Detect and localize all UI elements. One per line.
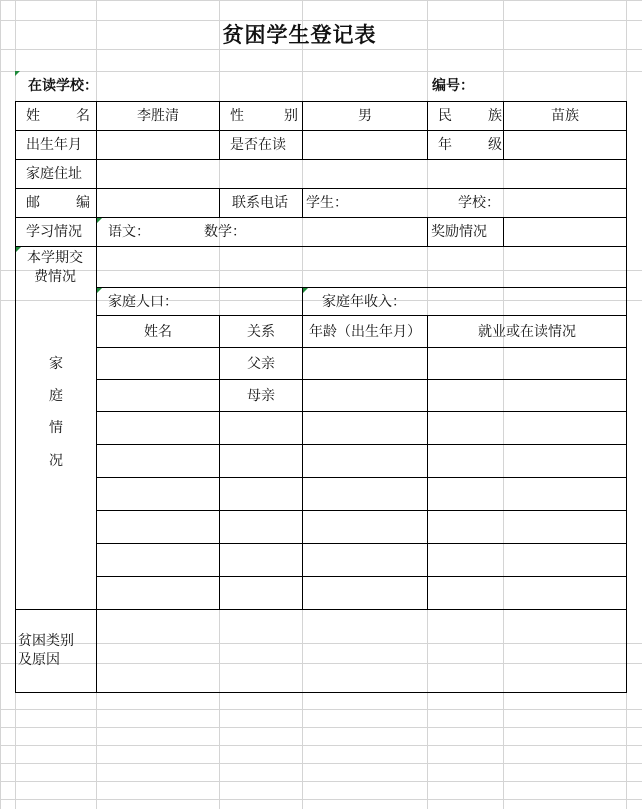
address-input[interactable] (97, 160, 626, 188)
gender-value[interactable]: 男 (358, 108, 372, 124)
enrolled-label: 是否在读 (230, 137, 286, 153)
comment-marker-icon (97, 218, 102, 223)
school-label: 在读学校： (28, 78, 98, 94)
income-label: 家庭年收入： (322, 293, 406, 310)
family-col-name: 姓名 (144, 323, 172, 340)
population-label: 家庭人口： (108, 293, 178, 310)
number-label: 编号： (432, 78, 474, 94)
name-label: 姓名 (26, 108, 126, 124)
grade-input[interactable] (504, 131, 626, 159)
chinese-label: 语文： (108, 224, 150, 240)
ethnicity-value[interactable]: 苗族 (551, 108, 579, 124)
phone-school-label: 学校： (458, 195, 500, 211)
family-label-char: 况 (49, 453, 63, 469)
study-label: 学习情况 (26, 224, 82, 240)
name-value[interactable]: 李胜清 (137, 108, 179, 124)
family-row-relation[interactable]: 父亲 (247, 355, 275, 372)
fee-label: 本学期交费情况 (27, 250, 83, 285)
fee-input[interactable] (97, 247, 626, 287)
ethnicity-label: 民族 (438, 108, 538, 124)
comment-marker-icon (15, 71, 20, 76)
phone-label: 联系电话 (232, 195, 288, 211)
poverty-label: 贫困类别及原因 (18, 633, 74, 668)
family-label-char: 庭 (49, 388, 63, 404)
poverty-input[interactable] (97, 610, 626, 692)
family-col-job: 就业或在读情况 (478, 323, 576, 340)
family-col-relation: 关系 (247, 323, 275, 340)
math-label: 数学： (204, 224, 246, 240)
family-row-relation[interactable]: 母亲 (247, 387, 275, 404)
grade-label: 年级 (438, 137, 538, 153)
gender-label: 性别 (230, 108, 338, 124)
phone-student-label: 学生： (306, 195, 348, 211)
award-label: 奖励情况 (431, 224, 487, 240)
award-input[interactable] (504, 218, 626, 246)
postcode-label: 邮编 (26, 195, 126, 211)
family-label-char: 情 (49, 420, 63, 436)
form-title: 贫困学生登记表 (222, 21, 377, 47)
enrolled-input[interactable] (303, 131, 427, 159)
comment-marker-icon (97, 288, 102, 293)
comment-marker-icon (303, 288, 308, 293)
address-label: 家庭住址 (26, 166, 82, 182)
family-label-char: 家 (49, 356, 63, 372)
comment-marker-icon (16, 247, 21, 252)
birth-input[interactable] (97, 131, 219, 159)
family-col-age: 年龄（出生年月） (309, 323, 421, 340)
postcode-input[interactable] (97, 189, 219, 217)
birth-label: 出生年月 (26, 137, 82, 153)
